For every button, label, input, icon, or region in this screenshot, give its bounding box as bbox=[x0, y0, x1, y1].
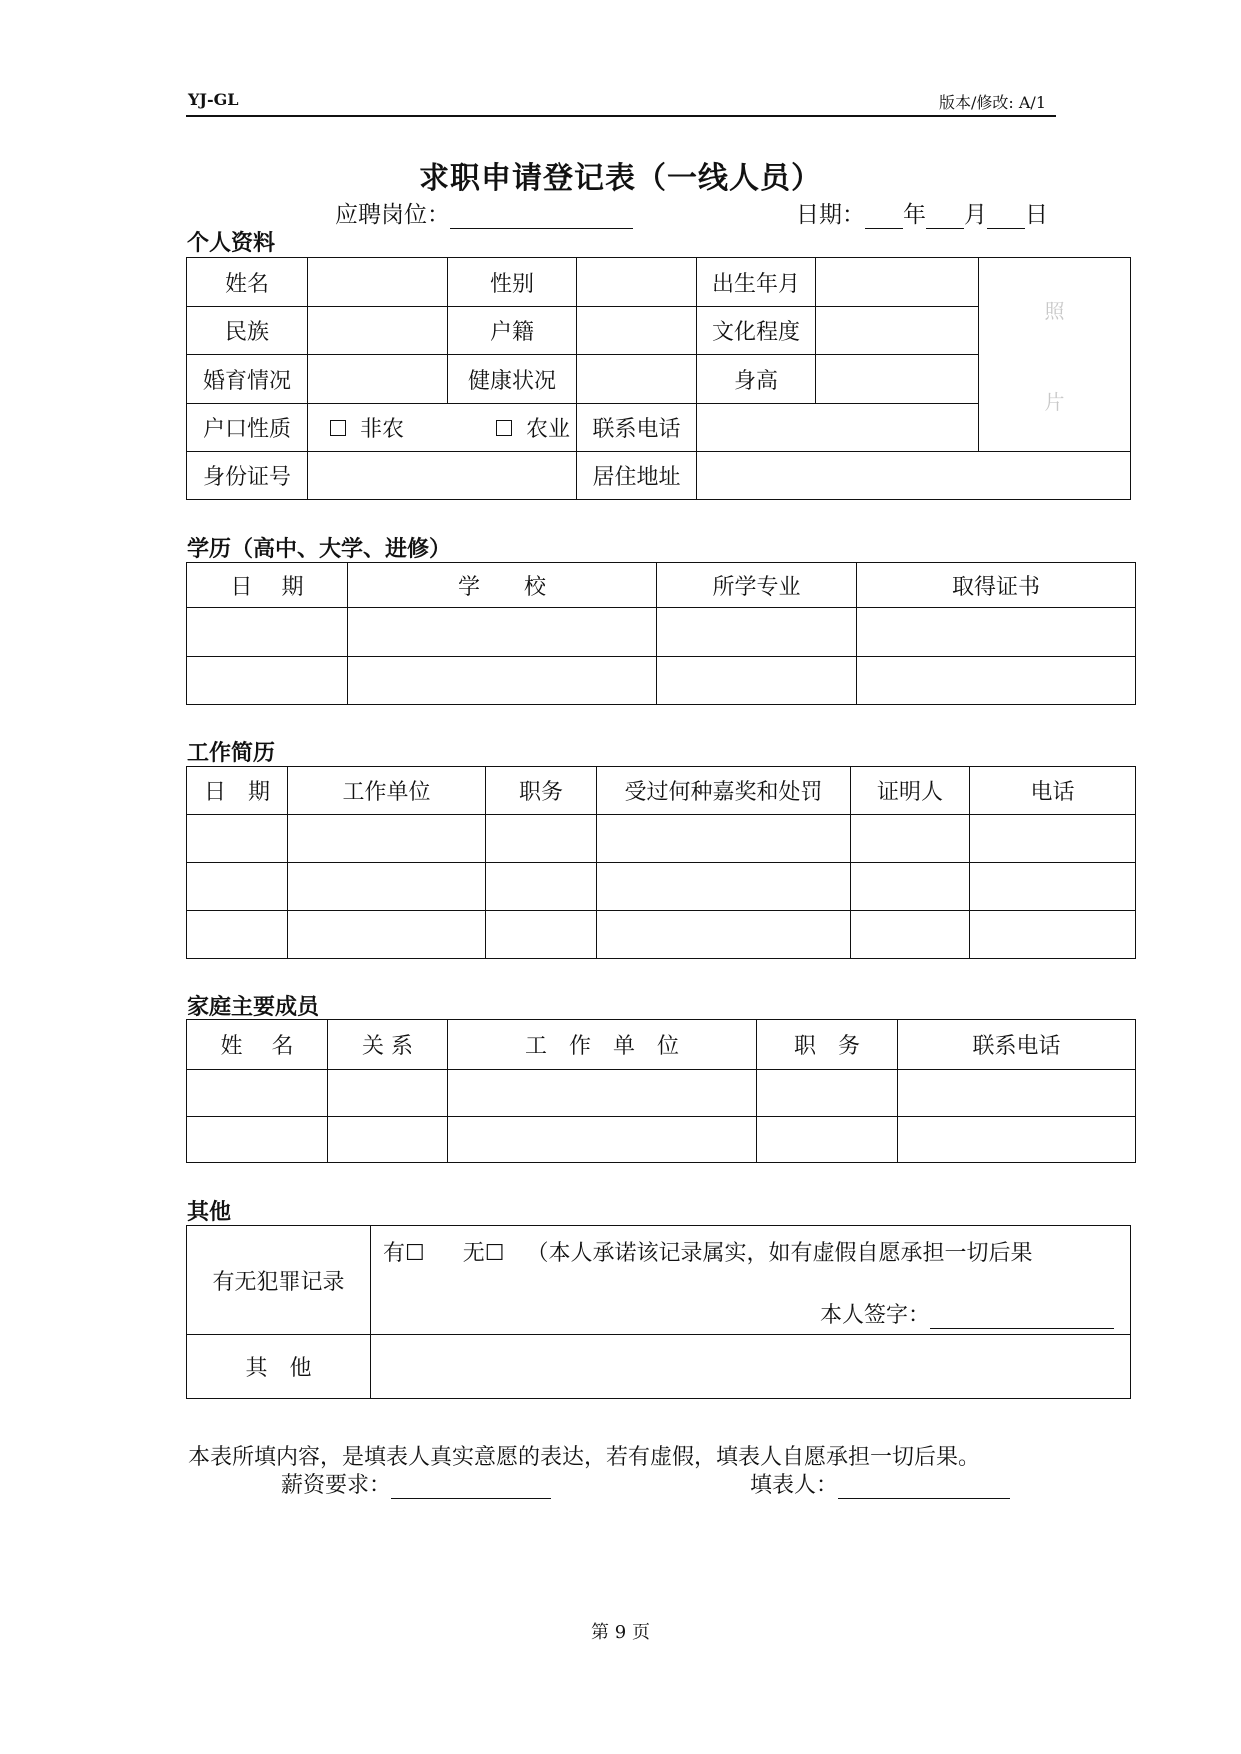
education-label: 文化程度 bbox=[697, 307, 816, 355]
family-title-input[interactable] bbox=[757, 1117, 898, 1163]
criminal-record-cell bbox=[371, 1226, 1131, 1335]
birth-label: 出生年月 bbox=[697, 258, 816, 307]
photo-label-1: 照 bbox=[1044, 298, 1065, 323]
family-phone-input[interactable] bbox=[898, 1117, 1136, 1163]
section-work: 工作简历 bbox=[187, 740, 276, 766]
id-input[interactable] bbox=[308, 452, 577, 500]
filler-input[interactable] bbox=[838, 1474, 1010, 1499]
edu-header-major: 所学专业 bbox=[657, 563, 857, 608]
salary-field bbox=[281, 1468, 551, 1499]
position-field bbox=[335, 196, 633, 229]
address-label: 居住地址 bbox=[577, 452, 697, 500]
other-input[interactable] bbox=[371, 1335, 1131, 1399]
filler-field bbox=[750, 1468, 1010, 1499]
header-divider bbox=[186, 115, 1056, 117]
work-date-input[interactable] bbox=[187, 815, 288, 863]
page-title: 求职申请登记表（一线人员） bbox=[419, 161, 822, 196]
name-label: 姓名 bbox=[187, 258, 308, 307]
day-input[interactable] bbox=[987, 204, 1025, 229]
family-company-input[interactable] bbox=[448, 1117, 757, 1163]
edu-header-certificate: 取得证书 bbox=[857, 563, 1136, 608]
education-input[interactable] bbox=[816, 307, 979, 355]
height-input[interactable] bbox=[816, 355, 979, 404]
table-row bbox=[187, 657, 1136, 705]
gender-input[interactable] bbox=[577, 258, 697, 307]
health-input[interactable] bbox=[577, 355, 697, 404]
year-label: 年 bbox=[903, 202, 926, 228]
day-label: 日 bbox=[1025, 202, 1048, 228]
family-relation-input[interactable] bbox=[328, 1117, 448, 1163]
family-phone-input[interactable] bbox=[898, 1070, 1136, 1117]
section-education: 学历（高中、大学、进修） bbox=[187, 536, 452, 562]
ethnicity-input[interactable] bbox=[308, 307, 448, 355]
table-row bbox=[187, 815, 1136, 863]
gender-label: 性别 bbox=[448, 258, 577, 307]
month-input[interactable] bbox=[926, 204, 964, 229]
family-header-relation: 关 系 bbox=[328, 1020, 448, 1070]
other-label: 其 他 bbox=[187, 1335, 371, 1399]
personal-table bbox=[186, 257, 1131, 500]
version-info: 版本/修改: A/1 bbox=[939, 93, 1046, 112]
ethnicity-label: 民族 bbox=[187, 307, 308, 355]
family-name-input[interactable] bbox=[187, 1070, 328, 1117]
criminal-record-label: 有无犯罪记录 bbox=[187, 1226, 371, 1335]
criminal-no-option[interactable]: 无☐ bbox=[462, 1241, 505, 1266]
salary-label: 薪资要求： bbox=[281, 1473, 392, 1498]
work-header-date: 日 期 bbox=[187, 767, 288, 815]
page-number: 第 9 页 bbox=[591, 1622, 650, 1643]
work-header-reference: 证明人 bbox=[851, 767, 970, 815]
work-table bbox=[186, 766, 1136, 959]
other-table bbox=[186, 1225, 1131, 1399]
family-name-input[interactable] bbox=[187, 1117, 328, 1163]
work-reference-input[interactable] bbox=[851, 863, 970, 911]
agri-checkbox[interactable] bbox=[496, 420, 512, 436]
work-phone-input[interactable] bbox=[970, 863, 1136, 911]
work-awards-input[interactable] bbox=[597, 863, 851, 911]
phone-input[interactable] bbox=[697, 404, 979, 452]
section-family: 家庭主要成员 bbox=[187, 994, 320, 1020]
family-header-company: 工 作 单 位 bbox=[448, 1020, 757, 1070]
pledge-text: （本人承诺该记录属实，如有虚假自愿承担一切后果 bbox=[526, 1241, 1033, 1266]
edu-school-input[interactable] bbox=[348, 608, 657, 657]
edu-school-input[interactable] bbox=[348, 657, 657, 705]
family-company-input[interactable] bbox=[448, 1070, 757, 1117]
position-input[interactable] bbox=[450, 204, 633, 229]
position-label: 应聘岗位： bbox=[335, 202, 450, 228]
family-table bbox=[186, 1019, 1136, 1163]
signature-label: 本人签字： bbox=[819, 1303, 930, 1328]
work-company-input[interactable] bbox=[288, 911, 486, 959]
work-header-awards: 受过何种嘉奖和处罚 bbox=[597, 767, 851, 815]
edu-date-input[interactable] bbox=[187, 608, 348, 657]
work-date-input[interactable] bbox=[187, 911, 288, 959]
table-row bbox=[187, 608, 1136, 657]
work-title-input[interactable] bbox=[486, 911, 597, 959]
health-label: 健康状况 bbox=[448, 355, 577, 404]
height-label: 身高 bbox=[697, 355, 816, 404]
work-title-input[interactable] bbox=[486, 863, 597, 911]
phone-label: 联系电话 bbox=[577, 404, 697, 452]
edu-header-school: 学 校 bbox=[348, 563, 657, 608]
id-label: 身份证号 bbox=[187, 452, 308, 500]
table-row bbox=[187, 1117, 1136, 1163]
work-header-phone: 电话 bbox=[970, 767, 1136, 815]
family-relation-input[interactable] bbox=[328, 1070, 448, 1117]
date-label: 日期： bbox=[796, 202, 865, 228]
family-header-phone: 联系电话 bbox=[898, 1020, 1136, 1070]
edu-date-input[interactable] bbox=[187, 657, 348, 705]
work-reference-input[interactable] bbox=[851, 815, 970, 863]
statement: 本表所填内容，是填表人真实意愿的表达，若有虚假，填表人自愿承担一切后果。 bbox=[188, 1445, 981, 1470]
address-input[interactable] bbox=[697, 452, 1131, 500]
month-label: 月 bbox=[964, 202, 987, 228]
edu-major-input[interactable] bbox=[657, 608, 857, 657]
marital-label: 婚育情况 bbox=[187, 355, 308, 404]
work-header-title: 职务 bbox=[486, 767, 597, 815]
signature-input[interactable] bbox=[930, 1304, 1114, 1329]
work-phone-input[interactable] bbox=[970, 911, 1136, 959]
marital-input[interactable] bbox=[308, 355, 448, 404]
criminal-record-options bbox=[383, 1236, 1032, 1267]
salary-input[interactable] bbox=[391, 1474, 551, 1499]
edu-certificate-input[interactable] bbox=[857, 657, 1136, 705]
hukou-type-label: 户口性质 bbox=[187, 404, 308, 452]
work-header-company: 工作单位 bbox=[288, 767, 486, 815]
section-personal: 个人资料 bbox=[187, 230, 276, 256]
section-other: 其他 bbox=[187, 1199, 232, 1225]
birth-input[interactable] bbox=[816, 258, 979, 307]
photo-label-2: 片 bbox=[1044, 389, 1065, 414]
hukou-input[interactable] bbox=[577, 307, 697, 355]
hukou-type-options bbox=[308, 404, 577, 452]
edu-major-input[interactable] bbox=[657, 657, 857, 705]
work-date-input[interactable] bbox=[187, 863, 288, 911]
table-row bbox=[187, 863, 1136, 911]
work-phone-input[interactable] bbox=[970, 815, 1136, 863]
hukou-label: 户籍 bbox=[448, 307, 577, 355]
name-input[interactable] bbox=[308, 258, 448, 307]
signature-field bbox=[820, 1298, 1114, 1329]
work-title-input[interactable] bbox=[486, 815, 597, 863]
criminal-yes-option[interactable]: 有☐ bbox=[383, 1241, 425, 1266]
edu-certificate-input[interactable] bbox=[857, 608, 1136, 657]
year-input[interactable] bbox=[865, 204, 903, 229]
family-header-name: 姓 名 bbox=[187, 1020, 328, 1070]
table-row bbox=[187, 911, 1136, 959]
family-header-title: 职 务 bbox=[757, 1020, 898, 1070]
family-title-input[interactable] bbox=[757, 1070, 898, 1117]
non-agri-checkbox[interactable] bbox=[330, 420, 346, 436]
work-awards-input[interactable] bbox=[597, 815, 851, 863]
form-code: YJ-GL bbox=[188, 90, 239, 109]
work-company-input[interactable] bbox=[288, 863, 486, 911]
photo-box[interactable] bbox=[979, 258, 1131, 452]
date-field bbox=[796, 196, 1048, 229]
work-awards-input[interactable] bbox=[597, 911, 851, 959]
filler-label: 填表人： bbox=[750, 1473, 839, 1498]
table-row bbox=[187, 1070, 1136, 1117]
work-reference-input[interactable] bbox=[851, 911, 970, 959]
education-table bbox=[186, 562, 1136, 705]
work-company-input[interactable] bbox=[288, 815, 486, 863]
edu-header-date: 日 期 bbox=[187, 563, 348, 608]
non-agri-label: 非农 bbox=[360, 417, 405, 442]
agri-label: 农业 bbox=[526, 417, 571, 442]
